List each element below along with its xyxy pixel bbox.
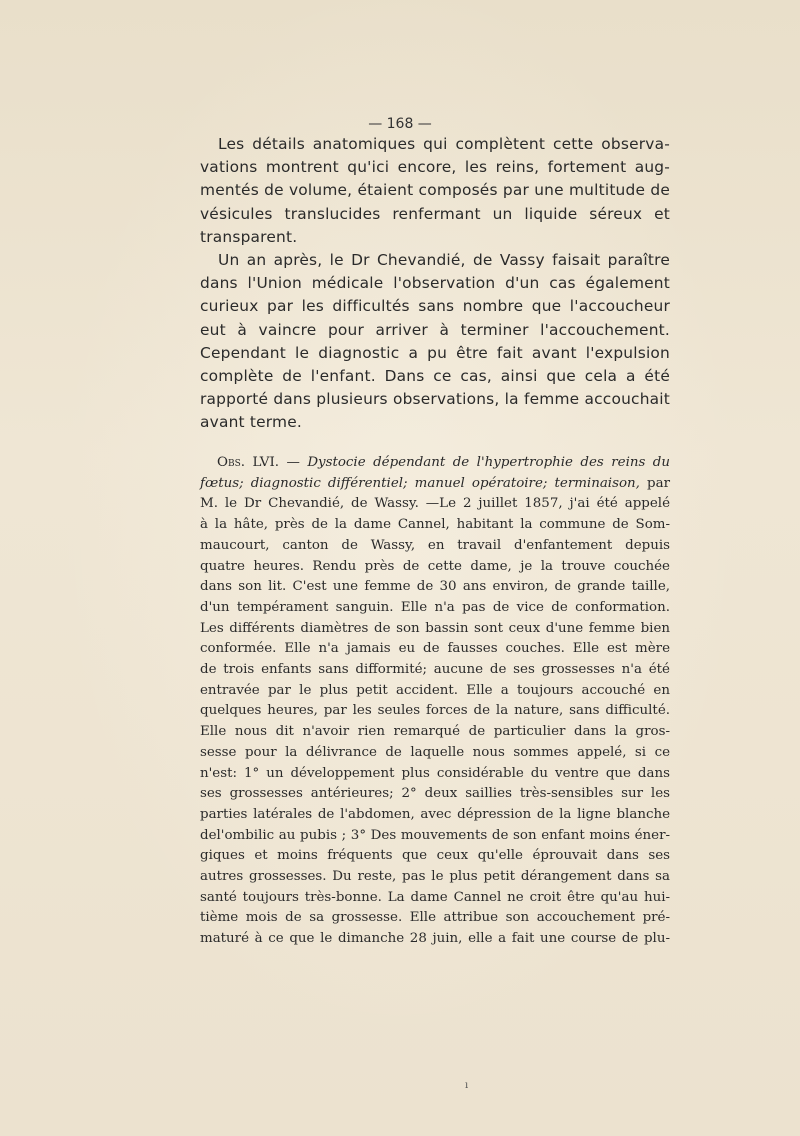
text-line: quatre heures. Rendu près de cette dame, je la trouve couchée <box>200 558 670 574</box>
text-line: Les détails anatomiques qui complètent cette observa- <box>218 135 670 153</box>
text-line: quelques heures, par les seules forces de la nature, sans difficulté. <box>200 703 670 719</box>
text-line: eut à vaincre pour arriver à terminer l'accouchement. <box>200 320 670 339</box>
text-line: maturé à ce que le dimanche 28 juin, elle a fait une course de plu- <box>200 931 670 947</box>
text-line: dans l'Union médicale l'observation d'un cas également <box>200 274 670 293</box>
text-line: avant terme. <box>200 413 302 432</box>
stray-ink-mark: ı <box>465 1080 469 1091</box>
text-line: del'ombilic au pubis ; 3° Des mouvements de son enfant moins éner- <box>200 827 670 843</box>
text-line: à la hâte, près de la dame Cannel, habitant la commune de Som- <box>200 517 670 533</box>
text-line: parties latérales de l'abdomen, avec dépression de la ligne blanche <box>200 806 670 822</box>
observation-block <box>200 453 670 950</box>
text-line: complète de l'enfant. Dans ce cas, ainsi que cela a été <box>200 367 670 386</box>
text-line: maucourt, canton de Wassy, en travail d'enfantement depuis <box>200 537 670 553</box>
text-line: dans son lit. C'est une femme de 30 ans environ, de grande taille, <box>200 579 670 595</box>
obs-heading-line <box>200 453 670 474</box>
page-number: — 168 — <box>368 116 432 132</box>
text-line: sesse pour la délivrance de laquelle nous sommes appelé, si ce <box>200 744 670 760</box>
obs-heading-line <box>200 474 670 495</box>
text-line: rapporté dans plusieurs observations, la femme accouchait <box>200 390 670 409</box>
text-line: autres grossesses. Du reste, pas le plus petit dérangement dans sa <box>200 869 670 885</box>
text-line: conformée. Elle n'a jamais eu de fausses couches. Elle est mère <box>200 641 670 657</box>
text-line: n'est: 1° un développement plus considérable du ventre que dans <box>200 765 670 781</box>
text-line: mentés de volume, étaient composés par une multitude de <box>200 181 670 200</box>
text-line: vésicules translucides renfermant un liquide séreux et <box>200 204 670 223</box>
intro-paragraphs <box>200 133 670 435</box>
text-line: Elle nous dit n'avoir rien remarqué de particulier dans la gros- <box>200 724 670 740</box>
text-line: ses grossesses antérieures; 2° deux saillies très-sensibles sur les <box>200 786 670 802</box>
text-line: transparent. <box>200 227 298 246</box>
text-line: giques et moins fréquents que ceux qu'elle éprouvait dans ses <box>200 848 670 864</box>
obs-label: Obs. LVI. — <box>217 455 300 470</box>
text-line: Les différents diamètres de son bassin sont ceux d'une femme bien <box>200 620 670 636</box>
text-line: santé toujours très-bonne. La dame Cannel ne croit être qu'au hui- <box>200 889 670 905</box>
text-line: d'un tempérament sanguin. Elle n'a pas de vice de conformation. <box>200 599 670 615</box>
obs-title-tail: par <box>647 475 670 491</box>
obs-title: fœtus; diagnostic différentiel; manuel opératoire; terminaison, <box>200 475 640 491</box>
text-line: curieux par les difficultés sans nombre que l'accoucheur <box>200 297 670 316</box>
text-line: Cependant le diagnostic a pu être fait avant l'expulsion <box>200 343 670 362</box>
text-line: entravée par le plus petit accident. Elle a toujours accouché en <box>200 682 670 698</box>
text-line: Un an après, le Dr Chevandié, de Vassy faisait paraître <box>218 251 670 270</box>
text-line: vations montrent qu'ici encore, les reins, fortement aug- <box>200 158 670 177</box>
obs-author-line: M. le Dr Chevandié, de Wassy. —Le 2 juillet 1857, j'ai été appelé <box>200 496 670 512</box>
text-line: de trois enfants sans difformité; aucune de ses grossesses n'a été <box>200 662 670 678</box>
text-line: tième mois de sa grossesse. Elle attribue son accouchement pré- <box>200 910 670 926</box>
obs-title: Dystocie dépendant de l'hypertrophie des reins du <box>307 455 671 470</box>
